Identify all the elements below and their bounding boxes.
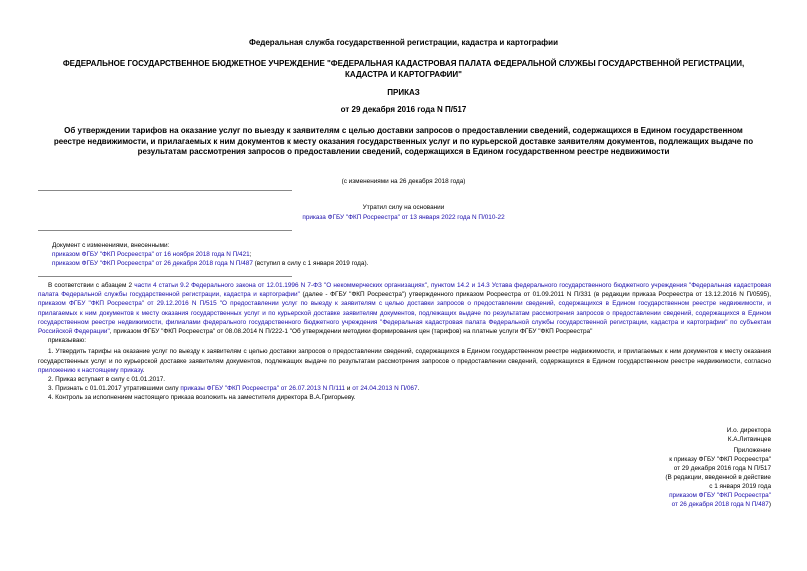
divider xyxy=(38,276,292,277)
divider xyxy=(38,230,292,231)
changes-line-1: приказом ФГБУ "ФКП Росреестра" от 16 ноября 2018 года N П/421; xyxy=(52,251,252,259)
appendix-link[interactable]: приложению к настоящему приказу xyxy=(38,366,143,374)
institution-name: ФЕДЕРАЛЬНОЕ ГОСУДАРСТВЕННОЕ БЮДЖЕТНОЕ УЧРЕЖДЕНИЕ "ФЕДЕРАЛЬНАЯ КАДАСТРОВАЯ ПАЛАТА ФЕДЕРАЛЬНОЙ СЛУЖБЫ ГОСУДАРСТВЕННОЙ РЕГИСТРАЦИИ, КАДАСТРА И КАРТОГРАФИИ" xyxy=(62,59,745,79)
law-link[interactable]: части 4 статьи 9.2 Федерального закона от 12.01.1996 N 7-ФЗ "О некоммерческих организациях" xyxy=(134,282,428,289)
change-link-1[interactable]: приказом ФГБУ "ФКП Росреестра" от 16 ноября 2018 года N П/421 xyxy=(52,251,250,259)
doc-date: от 29 декабря 2016 года N П/517 xyxy=(340,105,467,114)
charter-link[interactable]: пунктом 14.2 и 14.3 Устава федерального государственного бюджетного учреждения "Федеральная кадастровая палата Федеральной службы государственной регистрации, кадастра и картографии" xyxy=(38,282,771,299)
agency-name: Федеральная служба государственной регистрации, кадастра и картографии xyxy=(249,38,558,47)
divider xyxy=(38,190,292,191)
change-link-2[interactable]: приказом ФГБУ "ФКП Росреестра" от 26 декабря 2018 года N П/487 xyxy=(52,260,253,268)
repeal-link-wrap xyxy=(0,214,807,221)
changes-intro: Документ с изменениями, внесенными: xyxy=(52,242,170,249)
item-1: 1. Утвердить тарифы на оказание услуг по выезду к заявителям с целью доставки запросов о предоставлении сведений, содержащихся в Едином государственном реестре недвижимости, и прилагаемых к ним документов к месту оказания государственных услуг и по курьерской доставке заявителям документов, подлежащих выдаче по результатам рассмотрения запросов о предоставлении сведений, содержащихся в Едином государственном реестре недвижимости, согласно приложению к настоящему приказу. xyxy=(38,348,771,374)
item-3: 3. Признать с 01.01.2017 утратившими силу приказы ФГБУ "ФКП Росреестра" от 26.07.2013 N П/111 и от 24.04.2013 N П/067. xyxy=(48,385,420,393)
repealed-orders-link-2[interactable]: от 24.04.2013 N П/067 xyxy=(352,385,418,393)
changes-line-2: приказом ФГБУ "ФКП Росреестра" от 26 декабря 2018 года N П/487 (вступил в силу с 1 января 2019 года). xyxy=(52,260,369,268)
order-verb: приказываю: xyxy=(48,337,86,345)
appendix-amend-link-1[interactable]: приказом ФГБУ "ФКП Росреестра" xyxy=(669,492,771,499)
repeal-label: Утратил силу на основании xyxy=(362,204,445,211)
amendment-note: (с изменениями на 26 декабря 2018 года) xyxy=(341,178,466,185)
repeal-link[interactable]: приказа ФГБУ "ФКП Росреестра" от 13 января 2022 года N П/010-22 xyxy=(302,214,505,221)
signature-block xyxy=(551,426,771,444)
order-515-link[interactable]: приказом ФГБУ "ФКП Росреестра" от 29.12.2016 N П/515 "О предоставлении услуг по выезду к заявителям с целью доставки запросов о предоставлении сведений, содержащихся в Едином государственном реестре недвижимости, и прилагаемых к ним документов к месту оказания государственных услуг и по курьерской доставке заявителям документов, подлежащих выдаче по результатам рассмотрения запросов о предоставлении сведений, содержащихся в Едином государственном реестре недвижимости, филиалами федерального государственного бюджетного учреждения "Федеральная кадастровая палата Федеральной службы государственной регистрации, кадастра и картографии" по субъектам Российской Федерации" xyxy=(38,300,771,336)
repealed-orders-link-1[interactable]: приказы ФГБУ "ФКП Росреестра" от 26.07.2013 N П/111 xyxy=(180,385,346,393)
doc-title: Об утверждении тарифов на оказание услуг по выезду к заявителям с целью доставки запросов о предоставлении сведений, содержащихся в Едином государственном реестре недвижимости, и прилагаемых к ним документов к месту оказания государственных услуг и по курьерской доставке заявителям документов, подлежащих выдаче по результатам рассмотрения запросов о предоставлении сведений, содержащихся в Едином государственном реестре недвижимости xyxy=(53,126,754,156)
appendix-header: Приложение к приказу ФГБУ "ФКП Росреестра" от 29 декабря 2016 года N П/517 (В редакции, введенной в действие с 1 января 2019 года приказом ФГБУ "ФКП Росреестра" от 26 декабря 2018 года N П/487) xyxy=(665,447,771,508)
changes-block xyxy=(38,241,771,269)
item-2: 2. Приказ вступает в силу с 01.01.2017. xyxy=(48,376,166,384)
doc-type: ПРИКАЗ xyxy=(387,88,420,97)
item-4: 4. Контроль за исполнением настоящего приказа возложить на заместителя директора В.А.Григорьеву. xyxy=(48,394,356,402)
signer-role: И.о. директора xyxy=(726,427,771,434)
body-text xyxy=(38,281,771,403)
signer-name: К.А.Литвинцев xyxy=(727,436,771,443)
preamble-paragraph: В соответствии с абзацем 2 части 4 статьи 9.2 Федерального закона от 12.01.1996 N 7-ФЗ "О некоммерческих организациях", пунктом 14.2 и 14.3 Устава федерального государственного бюджетного учреждения "Федеральная кадастровая палата Федеральной службы государственной регистрации, кадастра и картографии" (далее - ФГБУ "ФКП Росреестра") утвержденного приказом Росреестра от 01.09.2011 N П/331 (в редакции приказа Росреестра от 13.12.2016 N П/0595), приказом ФГБУ "ФКП Росреестра" от 29.12.2016 N П/515 "О предоставлении услуг по выезду к заявителям с целью доставки запросов о предоставлении сведений, содержащихся в Едином государственном реестре недвижимости, и прилагаемых к ним документов к месту оказания государственных услуг и по курьерской доставке заявителям документов, подлежащих выдаче по результатам рассмотрения запросов о предоставлении сведений, содержащихся в Едином государственном реестре недвижимости, филиалами федерального государственного бюджетного учреждения "Федеральная кадастровая палата Федеральной службы государственной регистрации, кадастра и картографии" по субъектам Российской Федерации", приказом ФГБУ "ФКП Росреестра" от 08.08.2014 N П/222-1 "Об утверждении методики формирования цен (тарифов) на платные услуги ФГБУ "ФКП Росреестра" xyxy=(38,282,771,336)
appendix-amend-link-2[interactable]: от 26 декабря 2018 года N П/487 xyxy=(671,501,769,508)
